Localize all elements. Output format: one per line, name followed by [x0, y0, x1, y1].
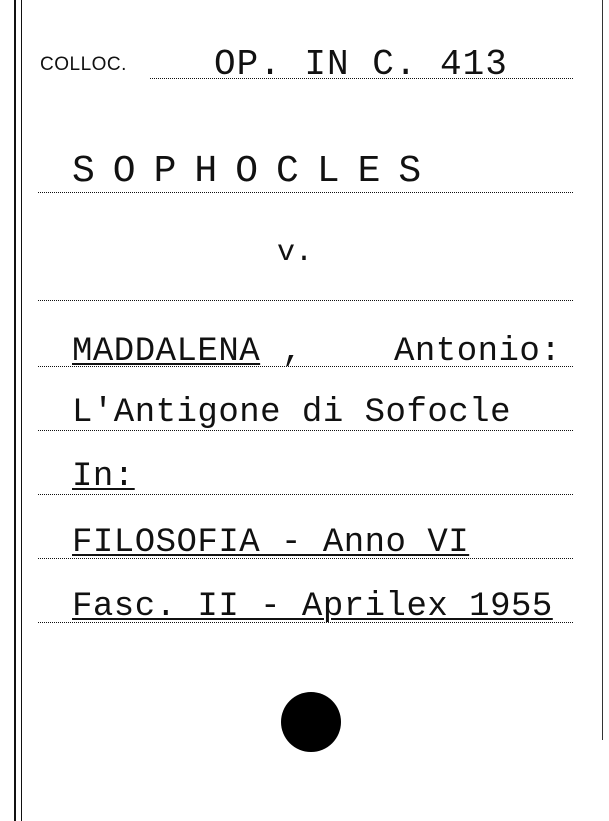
journal-rule — [38, 558, 573, 559]
title-rule — [38, 430, 573, 431]
punch-hole — [281, 692, 341, 752]
separator-rule — [38, 300, 573, 301]
entry-in-label: In: — [72, 458, 135, 496]
card-left-border — [14, 0, 16, 821]
entry-issue: Fasc. II - Aprilex 1955 — [72, 588, 553, 626]
entry-firstname: Antonio: — [394, 333, 562, 371]
colloc-rule — [150, 78, 573, 79]
author-rule — [38, 192, 573, 193]
entry-journal: FILOSOFIA - Anno VI — [72, 524, 470, 562]
separator-v: v. — [277, 236, 314, 270]
colloc-value: OP. IN C. 413 — [214, 44, 508, 85]
entry-surname: MADDALENA — [72, 333, 261, 371]
colloc-label: COLLOC. — [40, 54, 127, 75]
card-right-border — [602, 0, 603, 740]
in-rule — [38, 494, 573, 495]
author-heading: SOPHOCLES — [72, 150, 440, 193]
entry-title: L'Antigone di Sofocle — [72, 394, 511, 432]
surname-rule — [38, 366, 573, 367]
issue-rule — [38, 622, 573, 623]
card-left-border-inner — [21, 0, 22, 821]
entry-comma: , — [282, 333, 303, 371]
